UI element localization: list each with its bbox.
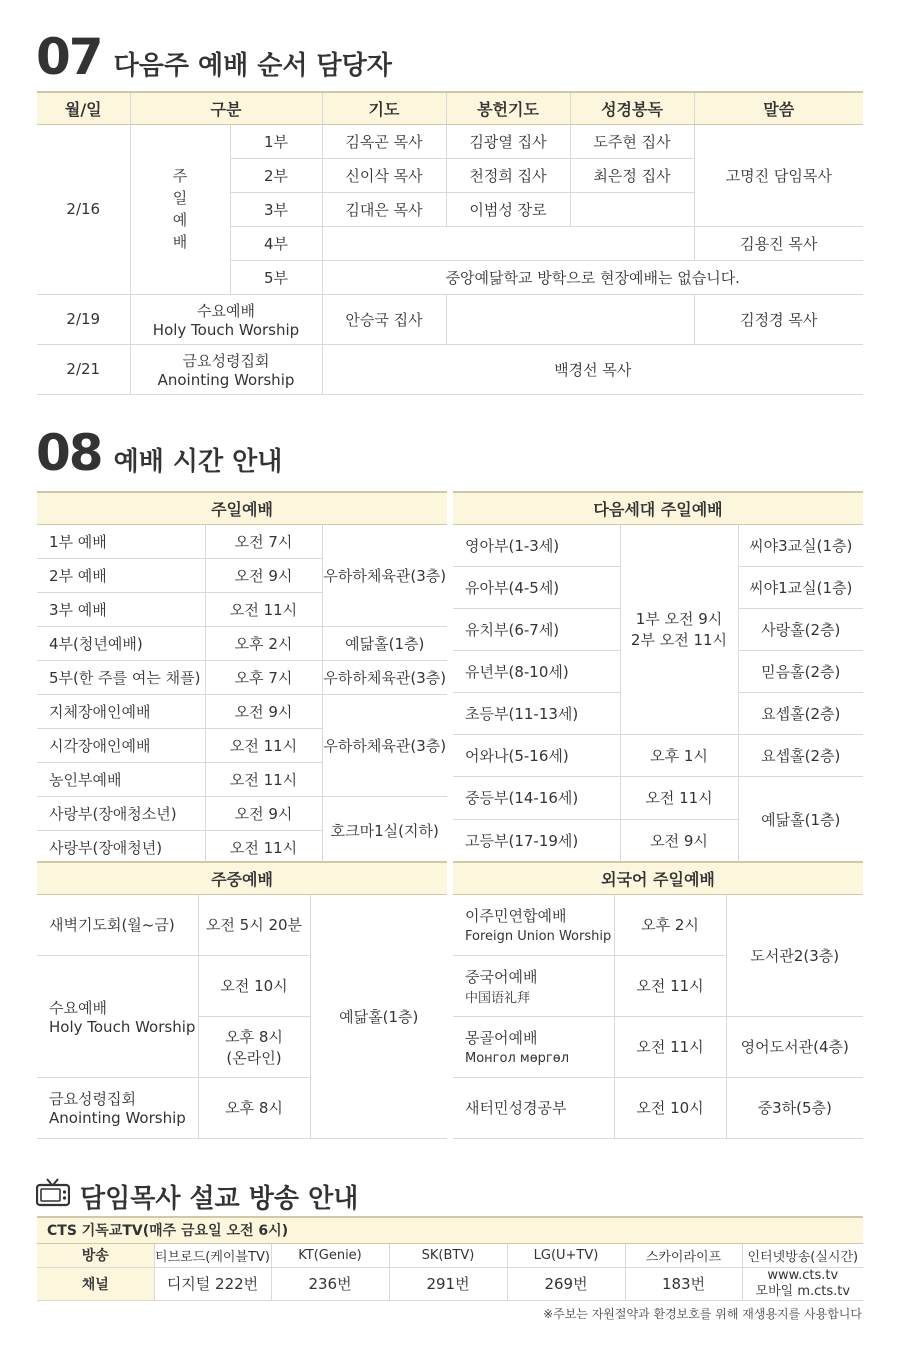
channel-number: 183번 (625, 1267, 742, 1300)
foreign-worship-table (453, 861, 863, 1139)
service-name: 5부(한 주를 여는 채플) (37, 660, 205, 694)
channel-number: 236번 (271, 1267, 389, 1300)
service-time: 오전 11시 (614, 955, 726, 1016)
service-name: 4부(청년예배) (37, 626, 205, 660)
header-offering-prayer: 봉헌기도 (446, 92, 570, 124)
department-name: 초등부(11-13세) (453, 692, 620, 734)
service-time: 오전 9시 (205, 796, 322, 830)
sermon-cell: 고명진 담임목사 (694, 124, 863, 226)
department-place: 예닮홀(1층) (738, 776, 863, 862)
service-place: 우하하체육관(3층) (322, 694, 447, 796)
sermon-cell: 백경선 목사 (322, 344, 863, 394)
department-place: 요셉홀(2층) (738, 734, 863, 776)
sunday-worship-table (37, 491, 447, 865)
broadcast-subtitle: CTS 기독교TV(매주 금요일 오전 6시) (37, 1217, 863, 1243)
prayer-cell: 신이삭 목사 (322, 158, 446, 192)
broadcast-table (37, 1216, 863, 1301)
offering-cell: 이범성 장로 (446, 192, 570, 226)
service-name: 금요성령집회 Anointing Worship (37, 1077, 198, 1138)
web-link[interactable]: www.cts.tv (767, 1267, 839, 1283)
department-time: 오후 1시 (620, 734, 738, 776)
service-name: 3부 예배 (37, 592, 205, 626)
service-name: 2부 예배 (37, 558, 205, 592)
department-place: 믿음홀(2층) (738, 650, 863, 692)
provider-name: 티브로드(케이블TV) (154, 1243, 271, 1267)
department-time: 오전 9시 (620, 819, 738, 862)
offering-cell: 천정희 집사 (446, 158, 570, 192)
channel-number: 291번 (389, 1267, 507, 1300)
reading-cell: 최은정 집사 (570, 158, 694, 192)
department-time: 오전 11시 (620, 776, 738, 819)
department-name: 고등부(17-19세) (453, 819, 620, 862)
department-name: 유치부(6-7세) (453, 608, 620, 650)
foreign-header: 외국어 주일예배 (453, 862, 863, 894)
tv-icon (36, 1178, 70, 1208)
section-07-title (36, 28, 392, 86)
service-name: 시각장애인예배 (37, 728, 205, 762)
service-time: 오전 7시 (205, 524, 322, 558)
notice-cell: 중앙예닮학교 방학으로 현장예배는 없습니다. (322, 260, 863, 294)
service-time: 오전 10시 (198, 955, 310, 1016)
department-time: 1부 오전 9시 2부 오전 11시 (620, 524, 738, 734)
weekday-header: 주중예배 (37, 862, 447, 894)
provider-name: 인터넷방송(실시간) (742, 1243, 863, 1267)
mobile-link[interactable]: 모바일 m.cts.tv (755, 1283, 851, 1299)
date-cell: 2/19 (37, 294, 130, 344)
service-name: 사랑부(장애청소년) (37, 796, 205, 830)
service-name: 새벽기도회(월~금) (37, 894, 198, 955)
prayer-cell: 김대은 목사 (322, 192, 446, 226)
channel-number: 디지털 222번 (154, 1267, 271, 1300)
sunday-header: 주일예배 (37, 492, 447, 524)
service-time: 오후 2시 (205, 626, 322, 660)
service-name: 수요예배 Holy Touch Worship (37, 955, 198, 1077)
part-label: 2부 (230, 158, 322, 192)
part-label: 1부 (230, 124, 322, 158)
service-place: 예닮홀(1층) (322, 626, 447, 660)
date-cell: 2/16 (37, 124, 130, 294)
department-name: 어와나(5-16세) (453, 734, 620, 776)
provider-name: LG(U+TV) (507, 1243, 625, 1267)
friday-label: 금요성령집회 Anointing Worship (130, 344, 322, 394)
department-place: 씨야1교실(1층) (738, 566, 863, 608)
department-name: 유년부(8-10세) (453, 650, 620, 692)
part-label: 4부 (230, 226, 322, 260)
service-name: 1부 예배 (37, 524, 205, 558)
service-name: 중국어예배 中国语礼拜 (453, 955, 614, 1016)
service-time: 오후 8시 (온라인) (198, 1016, 310, 1077)
service-name: 사랑부(장애청년) (37, 830, 205, 864)
header-prayer: 기도 (322, 92, 446, 124)
channel-number: 269번 (507, 1267, 625, 1300)
section-number: 07 (36, 28, 102, 86)
service-time: 오후 7시 (205, 660, 322, 694)
service-name: 농인부예배 (37, 762, 205, 796)
sunday-label: 주 일 예 배 (130, 124, 230, 294)
weekday-worship-table (37, 861, 447, 1139)
department-place: 씨야3교실(1층) (738, 524, 863, 566)
footnote: ※주보는 자원절약과 환경보호를 위해 재생용지를 사용합니다 (543, 1307, 862, 1321)
part-label: 3부 (230, 192, 322, 226)
service-time: 오전 11시 (205, 830, 322, 864)
reading-cell (570, 192, 694, 226)
service-place: 영어도서관(4층) (726, 1016, 863, 1077)
provider-name: KT(Genie) (271, 1243, 389, 1267)
service-time: 오후 2시 (614, 894, 726, 955)
service-name: 지체장애인예배 (37, 694, 205, 728)
prayer-cell: 김옥곤 목사 (322, 124, 446, 158)
service-time: 오전 10시 (614, 1077, 726, 1138)
department-name: 영아부(1-3세) (453, 524, 620, 566)
row-label-channel: 채널 (37, 1267, 154, 1300)
prayer-cell: 안승국 집사 (322, 294, 446, 344)
part-label: 5부 (230, 260, 322, 294)
section-heading: 예배 시간 안내 (113, 447, 283, 477)
section-08-title (36, 424, 282, 482)
header-category: 구분 (130, 92, 322, 124)
service-time: 오전 11시 (205, 762, 322, 796)
section-heading: 다음주 예배 순서 담당자 (113, 51, 392, 81)
next-generation-table (453, 491, 863, 863)
service-time: 오전 11시 (205, 592, 322, 626)
sermon-cell: 김용진 목사 (694, 226, 863, 260)
department-name: 유아부(4-5세) (453, 566, 620, 608)
provider-name: SK(BTV) (389, 1243, 507, 1267)
header-date: 월/일 (37, 92, 130, 124)
service-time: 오후 8시 (198, 1077, 310, 1138)
section-number: 08 (36, 424, 102, 482)
header-sermon: 말씀 (694, 92, 863, 124)
service-time: 오전 11시 (614, 1016, 726, 1077)
sermon-cell: 김정경 목사 (694, 294, 863, 344)
service-place: 호크마1실(지하) (322, 796, 447, 864)
empty-cell (322, 226, 694, 260)
service-time: 오전 11시 (205, 728, 322, 762)
service-name: 새터민성경공부 (453, 1077, 614, 1138)
service-time: 오전 5시 20분 (198, 894, 310, 955)
department-place: 사랑홀(2층) (738, 608, 863, 650)
next-generation-header: 다음세대 주일예배 (453, 492, 863, 524)
web-links[interactable] (742, 1267, 863, 1300)
service-time: 오전 9시 (205, 694, 322, 728)
row-label-broadcast: 방송 (37, 1243, 154, 1267)
wednesday-label: 수요예배 Holy Touch Worship (130, 294, 322, 344)
broadcast-title: 담임목사 설교 방송 안내 (80, 1184, 359, 1214)
service-place: 도서관2(3층) (726, 894, 863, 1016)
service-place: 예닮홀(1층) (310, 894, 447, 1138)
offering-cell: 김광열 집사 (446, 124, 570, 158)
date-cell: 2/21 (37, 344, 130, 394)
service-place: 우하하체육관(3층) (322, 524, 447, 626)
service-name: 몽골어예배 Монгол мөргөл (453, 1016, 614, 1077)
service-name: 이주민연합예배 Foreign Union Worship (453, 894, 614, 955)
department-place: 요셉홀(2층) (738, 692, 863, 734)
service-time: 오전 9시 (205, 558, 322, 592)
service-place: 중3하(5층) (726, 1077, 863, 1138)
service-place: 우하하체육관(3층) (322, 660, 447, 694)
schedule-table (37, 91, 863, 395)
reading-cell: 도주현 집사 (570, 124, 694, 158)
header-scripture: 성경봉독 (570, 92, 694, 124)
provider-name: 스카이라이프 (625, 1243, 742, 1267)
department-name: 중등부(14-16세) (453, 776, 620, 819)
empty-cell (446, 294, 694, 344)
